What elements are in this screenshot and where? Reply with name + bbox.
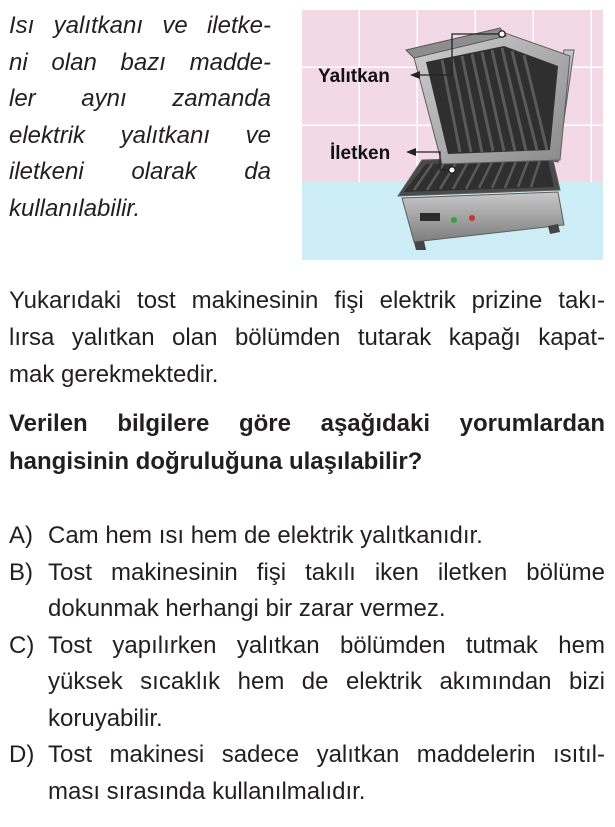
option-d[interactable]: [9, 737, 605, 810]
intro-line: Isı yalıtkanı ve iletke-: [9, 12, 271, 39]
context-paragraph: [9, 282, 605, 393]
paragraph-line: mak gerekmektedir.: [9, 361, 219, 388]
option-letter: D): [9, 741, 35, 768]
option-text: Tost yapılırken yalıtkan bölümden tutmak hem: [48, 631, 605, 659]
option-letter: B): [9, 558, 33, 586]
option-text: Tost makinesi sadece yalıtkan maddelerin ısıtıl-: [48, 741, 605, 768]
label-insulator: Yalıtkan: [318, 66, 390, 87]
option-c[interactable]: [9, 628, 605, 738]
annotation-dot: [449, 167, 455, 173]
paragraph-line: lırsa yalıtkan olan bölümden tutarak kapağı kapat-: [9, 324, 605, 351]
label-conductor: İletken: [330, 143, 391, 164]
option-text: koruyabilir.: [48, 704, 163, 732]
toaster-figure: [302, 10, 603, 260]
option-a[interactable]: [9, 518, 605, 555]
option-text: ması sırasında kullanılmalıdır.: [48, 777, 366, 805]
option-letter: A): [9, 522, 33, 549]
intro-text: [9, 8, 271, 227]
option-text: Tost makinesinin fişi takılı iken iletken bölüme: [48, 558, 605, 586]
intro-line: ni olan bazı madde-: [9, 48, 271, 76]
option-text: dokunmak herhangi bir zarar vermez.: [48, 595, 446, 622]
option-b[interactable]: [9, 555, 605, 628]
option-text: Cam hem ısı hem de elektrik yalıtkanıdır.: [48, 522, 483, 549]
intro-line: ler aynı zamanda: [9, 85, 271, 112]
option-letter: C): [9, 631, 35, 659]
option-text: yüksek sıcaklık hem de elektrik akımından bizi: [48, 668, 605, 695]
intro-line: kullanılabilir.: [9, 194, 141, 222]
intro-line: iletkeni olarak da: [9, 158, 271, 185]
question-line: Verilen bilgilere göre aşağıdaki yorumlardan: [9, 410, 605, 437]
intro-line: elektrik yalıtkanı ve: [9, 121, 271, 149]
toaster-illustration: [302, 10, 603, 260]
question-stem: [9, 405, 605, 481]
paragraph-line: Yukarıdaki tost makinesinin fişi elektrik prizine takı-: [9, 287, 605, 314]
question-line: hangisinin doğruluğuna ulaşılabilir?: [9, 448, 423, 475]
answer-options: [9, 518, 605, 810]
annotation-dot: [499, 31, 505, 37]
